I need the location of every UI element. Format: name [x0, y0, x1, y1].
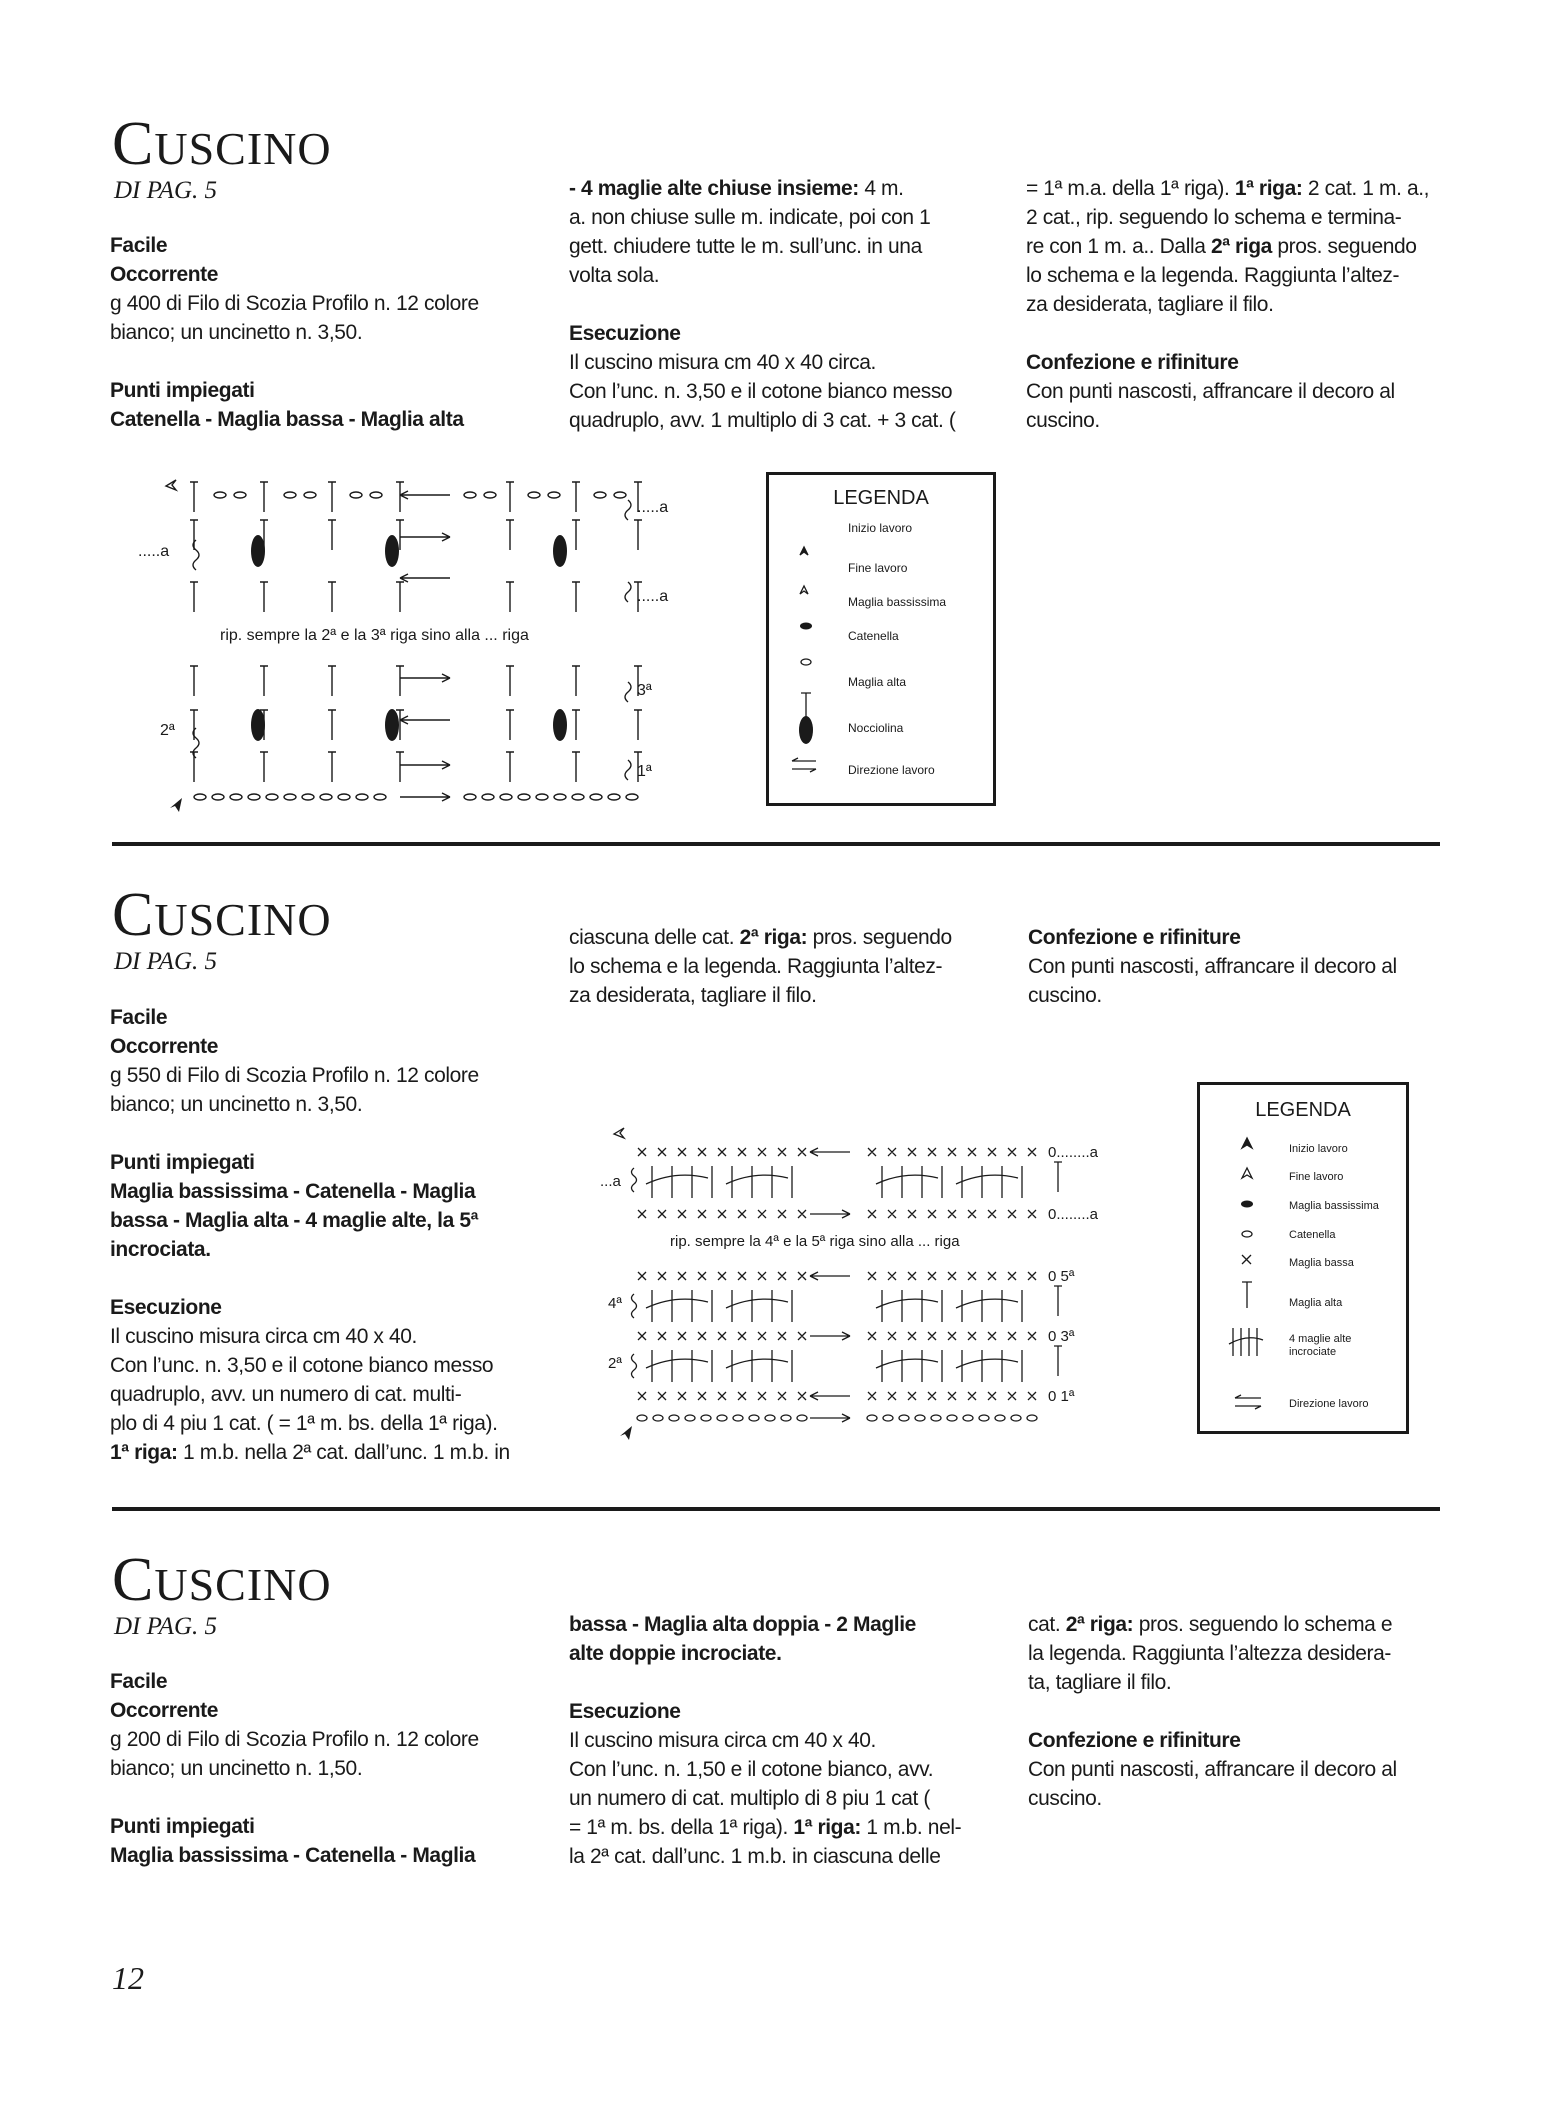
stitches-list: Catenella - Maglia bassa - Maglia alta	[110, 408, 464, 431]
section2-legend	[1197, 1082, 1409, 1434]
repeat-instruction: rip. sempre la 2ª e la 3ª riga sino alla ... riga	[220, 627, 529, 644]
row-a-label: .....a	[637, 499, 669, 516]
legend-item: incrociate	[1289, 1346, 1337, 1358]
section1-col1	[110, 231, 530, 434]
legend-item: Inizio lavoro	[1289, 1143, 1348, 1155]
section3-page-ref: DI PAG. 5	[114, 1613, 218, 1640]
row-4-label: 4ª	[608, 1295, 622, 1312]
section2-page-ref: DI PAG. 5	[114, 948, 218, 975]
section2-title: CUSCINO	[112, 881, 332, 949]
legend-item: 4 maglie alte	[1289, 1333, 1352, 1345]
row-3-label: 0 3ª	[1048, 1328, 1075, 1345]
materials-text: g 400 di Filo di Scozia Profilo n. 12 colore	[110, 292, 479, 315]
row-2-label: 2ª	[160, 722, 175, 739]
section1-col2: - 4 maglie alte chiuse insieme: 4 m. a. non chiuse sulle m. indicate, poi con 1 gett. chiudere tutte le m. sull’unc. in una volta sola. Esecuzione Il cuscino misura cm 40 x 40 circa. Con l’unc. n. 3,50 e il cotone bianco messo quadruplo, avv. 1 multiplo di 3 cat. + 3 cat. (	[569, 177, 956, 432]
legend-item: Catenella	[848, 629, 899, 643]
legend-item: Maglia bassissima	[1289, 1200, 1379, 1212]
row-2-label: 2ª	[608, 1355, 622, 1372]
section2-col2: ciascuna delle cat. 2ª riga: pros. seguendo lo schema e la legenda. Raggiunta l’altez- za desiderata, tagliare il filo.	[569, 926, 952, 1007]
section1-crochet-chart	[130, 470, 690, 830]
legend-title: LEGENDA	[833, 487, 929, 509]
legend-item: Inizio lavoro	[848, 521, 913, 535]
materials-heading: Occorrente	[110, 263, 219, 286]
section3-title: CUSCINO	[112, 1546, 332, 1614]
repeat-instruction: rip. sempre la 4ª e la 5ª riga sino alla ... riga	[670, 1233, 960, 1250]
section-divider	[112, 842, 1440, 846]
execution-heading: Esecuzione	[569, 322, 681, 345]
section3-col2: bassa - Maglia alta doppia - 2 Maglie alte doppie incrociate. Esecuzione Il cuscino misura circa cm 40 x 40. Con l’unc. n. 1,50 e il cotone bianco, avv. un numero di cat. multiplo di 8 piu 1 cat ( = 1ª m. bs. della 1ª riga). 1ª riga: 1 m.b. nel- la 2ª cat. dall’unc. 1 m.b. in ciascuna delle	[569, 1613, 962, 1868]
section1-legend	[766, 472, 996, 806]
row-1-label: 0 1ª	[1048, 1388, 1075, 1405]
materials-text: bianco; un uncinetto n. 3,50.	[110, 321, 363, 344]
section3-col3: cat. 2ª riga: pros. seguendo lo schema e la legenda. Raggiunta l’altezza desidera- ta, tagliare il filo. Confezione e rifiniture Con punti nascosti, affrancare il decoro al cuscino.	[1028, 1613, 1397, 1810]
legend-item: Maglia bassissima	[848, 595, 947, 609]
page-number: 12	[112, 1960, 144, 1996]
section-divider	[112, 1507, 1440, 1511]
stitches-heading: Punti impiegati	[110, 379, 255, 402]
row-a-label: 0........a	[1048, 1144, 1099, 1161]
legend-title: LEGENDA	[1255, 1099, 1351, 1121]
row-a-label: .....a	[138, 543, 170, 560]
finishing-heading: Confezione e rifiniture	[1026, 351, 1239, 374]
row-1-label: 1ª	[637, 763, 652, 780]
row-a-label: .....a	[637, 588, 669, 605]
legend-item: Catenella	[1289, 1229, 1336, 1241]
row-5-label: 0 5ª	[1048, 1268, 1075, 1285]
row-a-label: 0........a	[1048, 1206, 1099, 1223]
section1-page-ref: DI PAG. 5	[114, 177, 218, 204]
row-a-label: ...a	[600, 1173, 621, 1190]
section2-col1: Facile Occorrente g 550 di Filo di Scozia Profilo n. 12 colore bianco; un uncinetto n. 3,50. Punti impiegati Maglia bassissima - Catenella - Maglia bassa - Maglia alta - 4 maglie alte, la 5ª incrociata. Esecuzione Il cuscino misura circa cm 40 x 40. Con l’unc. n. 3,50 e il cotone bianco messo quadruplo, avv. un numero di cat. multi- plo di 4 piu 1 cat. ( = 1ª m. bs. della 1ª riga). 1ª riga: 1 m.b. nella 2ª cat. dall’unc. 1 m.b. in	[110, 1006, 510, 1464]
section2-crochet-chart	[598, 1118, 1118, 1448]
section2-col3: Confezione e rifiniture Con punti nascosti, affrancare il decoro al cuscino.	[1028, 926, 1397, 1007]
legend-item: Nocciolina	[848, 721, 904, 735]
legend-item: Fine lavoro	[848, 561, 908, 575]
legend-item: Maglia alta	[848, 675, 907, 689]
section1-col3: = 1ª m.a. della 1ª riga). 1ª riga: 2 cat. 1 m. a., 2 cat., rip. seguendo lo schema e termina- re con 1 m. a.. Dalla 2ª riga pros. seguendo lo schema e la legenda. Raggiunta l’altez- za desiderata, tagliare il filo. Confezione e rifiniture Con punti nascosti, affrancare il decoro al cuscino.	[1026, 177, 1430, 432]
legend-item: Fine lavoro	[1289, 1171, 1344, 1183]
difficulty-label: Facile	[110, 234, 168, 257]
row-3-label: 3ª	[637, 682, 652, 699]
section1-title: CUSCINO	[112, 110, 332, 178]
section3-col1: Facile Occorrente g 200 di Filo di Scozia Profilo n. 12 colore bianco; un uncinetto n. 1,50. Punti impiegati Maglia bassissima - Catenella - Maglia	[110, 1670, 479, 1867]
legend-item: Maglia alta	[1289, 1297, 1343, 1309]
legend-item: Direzione lavoro	[848, 763, 935, 777]
legend-item: Direzione lavoro	[1289, 1398, 1369, 1410]
legend-item: Maglia bassa	[1289, 1257, 1354, 1269]
